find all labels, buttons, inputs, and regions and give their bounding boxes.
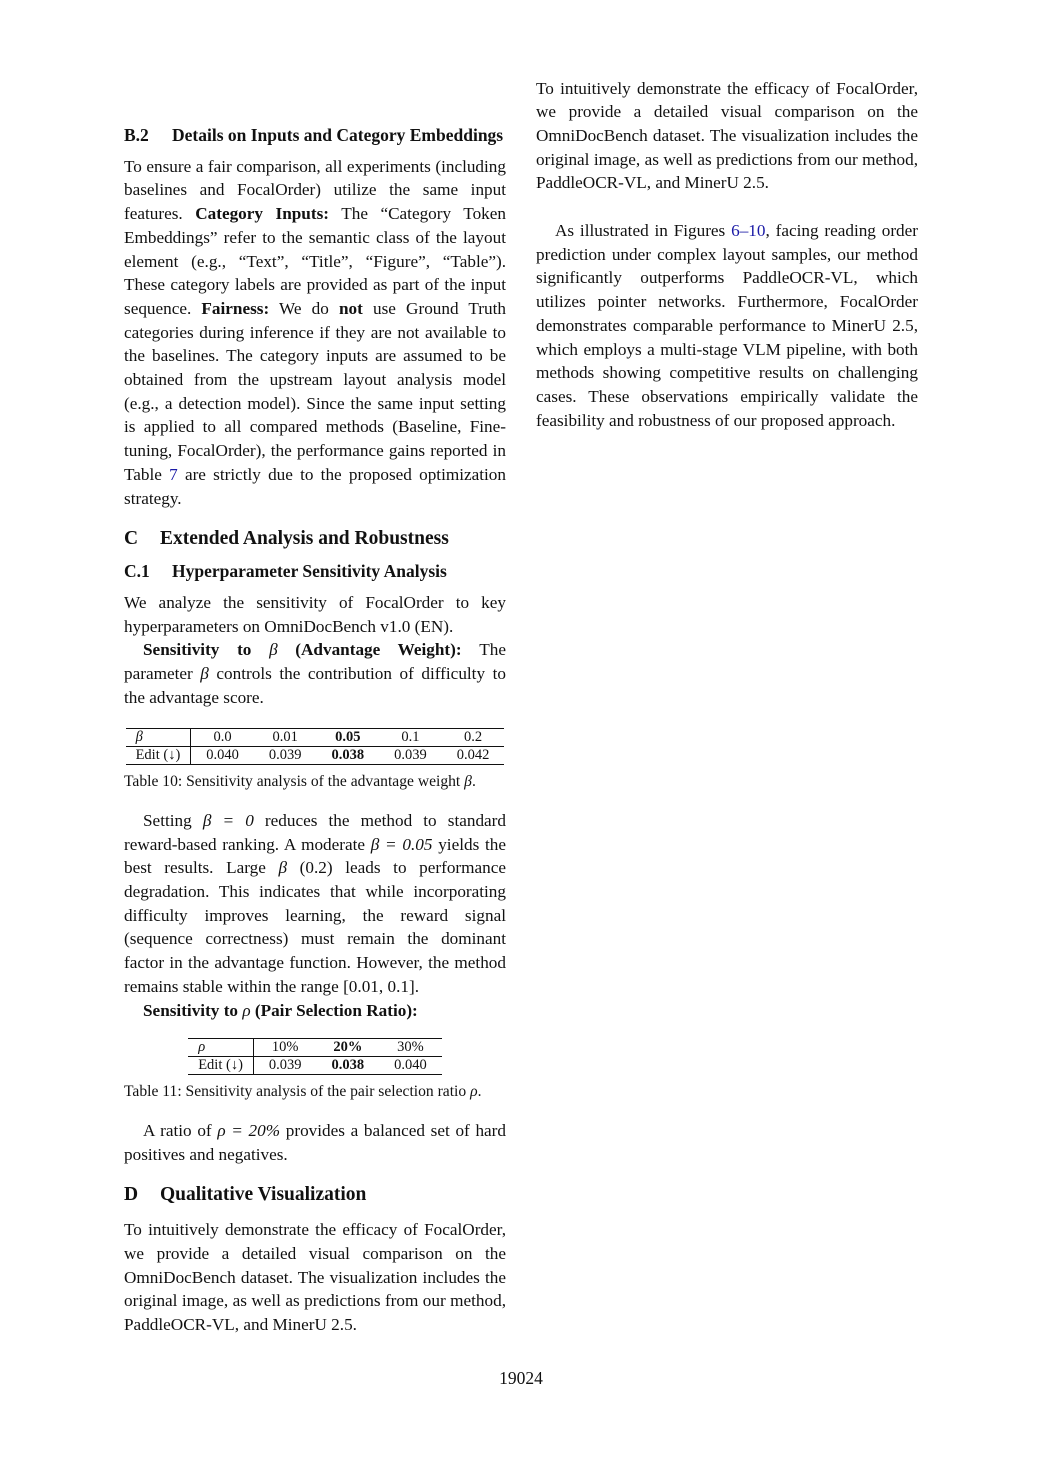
table-cell: 0.039 bbox=[254, 747, 317, 765]
section-c-heading bbox=[124, 526, 506, 552]
b2-paragraph: To ensure a fair comparison, all experiments (including baselines and FocalOrder) utilize the same input features. Category Inputs: The “Category Token Embeddings” refer to the semantic class of the layout element (e.g., “Text”, “Title”, “Figure”, “Table”). These category labels are provided as part of the input sequence. Fairness: We do not use Ground Truth categories during inference if they are not available to the baselines. The category inputs are assumed to be obtained from the upstream layout analysis model (e.g., a detection model). Since the same input setting is applied to all compared methods (Baseline, Fine-tuning, FocalOrder), the performance gains reported in Table 7 are strictly due to the proposed optimization strategy. bbox=[124, 156, 506, 508]
table-cell: β bbox=[126, 729, 191, 747]
table-11-wrapper bbox=[124, 1038, 506, 1075]
table-row bbox=[188, 1057, 442, 1075]
c1-intro-paragraph: We analyze the sensitivity of FocalOrder to key hyperparameters on OmniDocBench v1.0 (EN). bbox=[124, 592, 506, 636]
figures-link[interactable]: 6–10 bbox=[731, 221, 766, 240]
rho-sensitivity-heading: Sensitivity to ρ (Pair Selection Ratio): bbox=[143, 1000, 418, 1020]
section-title: Details on Inputs and Category Embeddings bbox=[172, 125, 504, 145]
section-title: Qualitative Visualization bbox=[160, 1184, 367, 1206]
table-cell: ρ bbox=[188, 1039, 253, 1057]
table-10-wrapper bbox=[124, 728, 506, 765]
table-cell: 0.0 bbox=[191, 729, 254, 747]
table-cell: 0.039 bbox=[253, 1057, 316, 1075]
d-paragraph: To intuitively demonstrate the efficacy of FocalOrder, we provide a detailed visual comparison on the OmniDocBench dataset. The visualization includes the original image, as well as predictions from our method, PaddleOCR-VL, and MinerU 2.5. bbox=[124, 1220, 506, 1335]
beta-results-paragraph: Setting β = 0 reduces the method to standard reward-based ranking. A moderate β = 0.05 yields the best results. Large β (0.2) leads to performance degradation. This indicates that while incorporating difficulty improves learning, the reward signal (sequence correctness) must remain the dominant factor in the advantage function. However, the method remains stable within the range [0.01, 0.1]. bbox=[124, 810, 507, 996]
table-cell: 0.040 bbox=[379, 1057, 442, 1075]
table-7-link[interactable]: 7 bbox=[169, 464, 178, 484]
table-cell: 0.042 bbox=[442, 747, 505, 765]
table-11-caption: Table 11: Sensitivity analysis of the pair selection ratio ρ. bbox=[124, 1083, 482, 1101]
table-cell: 0.01 bbox=[254, 729, 317, 747]
section-title: Extended Analysis and Robustness bbox=[160, 528, 449, 550]
section-d-heading bbox=[124, 1182, 506, 1208]
d-paragraph-part1 bbox=[124, 1218, 506, 1335]
section-number: B.2 bbox=[124, 125, 149, 145]
section-number: D bbox=[124, 1184, 139, 1206]
table-row bbox=[126, 747, 505, 765]
table-cell: Edit (↓) bbox=[126, 747, 191, 765]
table-cell: 0.040 bbox=[191, 747, 254, 765]
table-cell: 20% bbox=[317, 1039, 380, 1057]
table-cell: 0.1 bbox=[379, 729, 442, 747]
section-number: C.1 bbox=[124, 561, 150, 582]
right-column bbox=[536, 78, 918, 432]
table-cell: 0.039 bbox=[379, 747, 442, 765]
section-b2-heading bbox=[124, 124, 506, 148]
table-cell: Edit (↓) bbox=[188, 1057, 253, 1075]
section-title: Hyperparameter Sensitivity Analysis bbox=[172, 561, 447, 582]
beta-sensitivity-paragraph: Sensitivity to β (Advantage Weight): The parameter β controls the contribution of difficulty to the advantage score. bbox=[124, 640, 506, 707]
table-cell: 10% bbox=[253, 1039, 316, 1057]
section-c1-heading bbox=[124, 560, 506, 584]
table-header-row bbox=[126, 729, 505, 747]
section-number: C bbox=[124, 528, 139, 550]
left-column bbox=[124, 124, 507, 1335]
table-cell: 0.05 bbox=[317, 729, 380, 747]
table-10 bbox=[126, 728, 505, 765]
table-header-row bbox=[188, 1039, 442, 1057]
table-cell: 0.038 bbox=[317, 1057, 380, 1075]
table-cell: 0.038 bbox=[317, 747, 380, 765]
d-paragraph-part2 bbox=[536, 78, 918, 219]
rho-results-paragraph: A ratio of ρ = 20% provides a balanced set of hard positives and negatives. bbox=[124, 1120, 507, 1164]
table-11 bbox=[188, 1038, 442, 1075]
d-paragraph-continued: To intuitively demonstrate the efficacy of FocalOrder, we provide a detailed visual comparison on the OmniDocBench dataset. The visualization includes the original image, as well as predictions from our method, PaddleOCR-VL, and MinerU 2.5. bbox=[536, 78, 918, 193]
table-cell: 0.2 bbox=[442, 729, 505, 747]
d-figures-paragraph: As illustrated in Figures 6–10, facing reading order prediction under complex layout samples, our method significantly outperforms PaddleOCR-VL, which utilizes pointer networks. Furthermore, FocalOrder demonstrates comparable performance to MinerU 2.5, which employs a multi-stage VLM pipeline, with both methods showing competitive results on challenging cases. These observations empirically validate the feasibility and robustness of our proposed approach. bbox=[536, 221, 918, 430]
table-10-caption: Table 10: Sensitivity analysis of the advantage weight β. bbox=[124, 773, 476, 791]
page-number: 19024 bbox=[499, 1368, 543, 1388]
table-cell: 30% bbox=[379, 1039, 442, 1057]
